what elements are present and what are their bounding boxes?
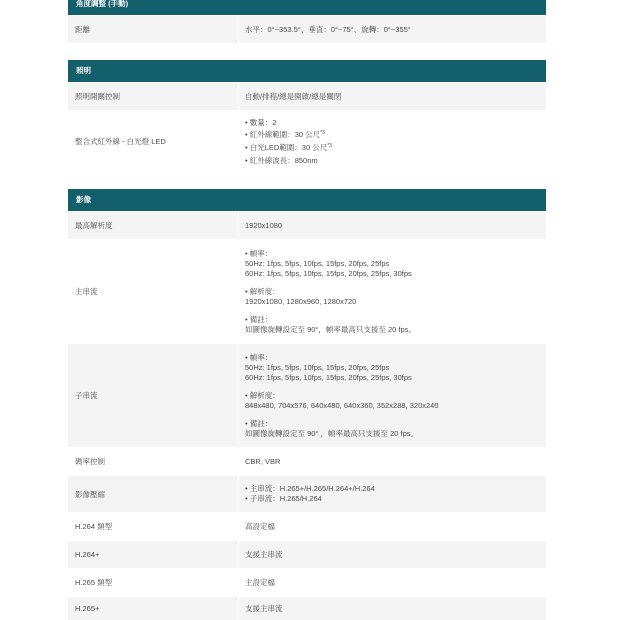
row-label xyxy=(68,569,238,596)
value-line: • 備註： xyxy=(245,314,273,324)
section-header xyxy=(68,0,546,15)
row-label xyxy=(68,111,238,172)
value-line: • 解析度： xyxy=(245,390,280,400)
value-line xyxy=(245,142,546,155)
section-header xyxy=(68,189,546,211)
value-line-text: • 數量：2 xyxy=(245,117,277,127)
value-line-text: • 白光LED範圍：30 公尺 xyxy=(245,142,328,152)
row-value xyxy=(239,83,546,110)
section-image xyxy=(68,189,546,620)
row-sub-stream xyxy=(68,344,546,447)
row-main-stream xyxy=(68,240,546,343)
value-group-note xyxy=(245,315,546,335)
value-line: CBR, VBR xyxy=(245,456,281,466)
row-label-text: 子串流 xyxy=(75,391,98,400)
section-header xyxy=(68,60,546,82)
row-value xyxy=(239,513,546,540)
row-value xyxy=(239,597,546,620)
value-line: 高設定檔 xyxy=(245,521,275,531)
value-line: 支援主串流 xyxy=(245,549,283,559)
row-label-text: 影像壓縮 xyxy=(75,489,105,499)
row-distance xyxy=(68,16,546,43)
spec-table xyxy=(68,0,546,620)
value-line: 水平：0°~353.5°、垂直：0°~75°、旋轉：0°~355° xyxy=(245,24,411,34)
row-ir-white-led xyxy=(68,111,546,172)
row-label-text: H.264+ xyxy=(75,550,100,559)
row-label xyxy=(68,344,238,447)
footnote-marker: *3 xyxy=(320,129,325,136)
row-h265-type xyxy=(68,569,546,596)
value-line-text: • 紅外線波長：850nm xyxy=(245,155,318,165)
value-line: • 幀率： xyxy=(245,248,273,258)
row-label-text: H.265+ xyxy=(75,604,100,613)
value-group-note xyxy=(245,419,546,439)
row-label xyxy=(68,83,238,110)
value-line: 1920x1080 xyxy=(245,220,283,230)
value-line: 60Hz: 1fps, 5fps, 10fps, 15fps, 20fps, 25fps, 30fps xyxy=(245,372,412,382)
value-line: 如圖像旋轉設定至 90°，幀率最高只支援至 20 fps。 xyxy=(245,324,416,334)
value-group-frame-rate xyxy=(245,353,546,383)
row-value xyxy=(239,16,546,43)
row-label-text: 碼率控制 xyxy=(75,457,105,466)
value-group-resolution xyxy=(245,391,546,411)
row-max-resolution xyxy=(68,212,546,239)
row-label-text: H.264 類型 xyxy=(75,522,113,531)
row-label xyxy=(68,476,238,512)
row-label-text: 整合式紅外線 - 白光燈 LED xyxy=(75,137,166,146)
section-lighting xyxy=(68,60,546,172)
row-label-text: 距離 xyxy=(75,25,90,34)
row-label xyxy=(68,16,238,43)
row-value xyxy=(239,541,546,568)
row-value xyxy=(239,448,546,475)
row-value xyxy=(239,476,546,512)
value-group-frame-rate xyxy=(245,249,546,279)
value-line: 主設定檔 xyxy=(245,577,275,587)
row-video-compression xyxy=(68,476,546,512)
value-line: • 幀率： xyxy=(245,352,273,362)
row-lighting-control xyxy=(68,83,546,110)
section-title: 照明 xyxy=(76,66,91,75)
value-line xyxy=(245,129,546,142)
row-label-text: 最高解析度 xyxy=(75,221,113,230)
row-h264-type xyxy=(68,513,546,540)
value-line: 如圖像旋轉設定至 90° ，幀率最高只支援至 20 fps。 xyxy=(245,428,419,438)
value-line: 1920x1080, 1280x960, 1280x720 xyxy=(245,296,357,306)
value-line: • 主串流：H.265+/H.265/H.264+/H.264 xyxy=(245,484,375,493)
row-value xyxy=(239,111,546,172)
section-title: 角度調整 (手動) xyxy=(76,0,129,8)
row-value xyxy=(239,212,546,239)
value-line: 支援主串流 xyxy=(245,603,283,613)
section-angle-adjustment xyxy=(68,0,546,43)
value-line: 60Hz: 1fps, 5fps, 10fps, 15fps, 20fps, 25fps, 30fps xyxy=(245,268,412,278)
value-line-text: • 紅外線範圍：30 公尺 xyxy=(245,129,321,139)
row-label xyxy=(68,541,238,568)
value-line: 50Hz: 1fps, 5fps, 10fps, 15fps, 20fps, 25fps xyxy=(245,258,390,268)
section-title: 影像 xyxy=(76,195,91,204)
row-label xyxy=(68,513,238,540)
footnote-marker: *3 xyxy=(327,142,332,149)
value-line: 自動/排程/總是開啟/總是關閉 xyxy=(245,91,342,101)
value-group-resolution xyxy=(245,287,546,307)
row-label xyxy=(68,240,238,343)
row-h265-plus xyxy=(68,597,546,620)
value-line: • 解析度： xyxy=(245,286,280,296)
row-label xyxy=(68,212,238,239)
row-bitrate-control xyxy=(68,448,546,475)
value-line: • 子串流：H.265/H.264 xyxy=(245,494,322,503)
value-line: • 備註： xyxy=(245,418,273,428)
row-label-text: H.265 類型 xyxy=(75,578,113,587)
row-label-text: 照明開關控制 xyxy=(75,92,120,101)
row-value xyxy=(239,240,546,343)
row-label xyxy=(68,597,238,620)
row-label-text: 主串流 xyxy=(75,287,98,296)
row-label xyxy=(68,448,238,475)
row-value xyxy=(239,344,546,447)
row-h264-plus xyxy=(68,541,546,568)
value-line xyxy=(245,117,546,129)
value-line xyxy=(245,155,546,167)
value-line: 50Hz: 1fps, 5fps, 10fps, 15fps, 20fps, 25fps xyxy=(245,362,390,372)
row-value xyxy=(239,569,546,596)
value-line: 848x480, 704x576, 640x480, 640x360, 352x288, 320x240 xyxy=(245,400,439,410)
